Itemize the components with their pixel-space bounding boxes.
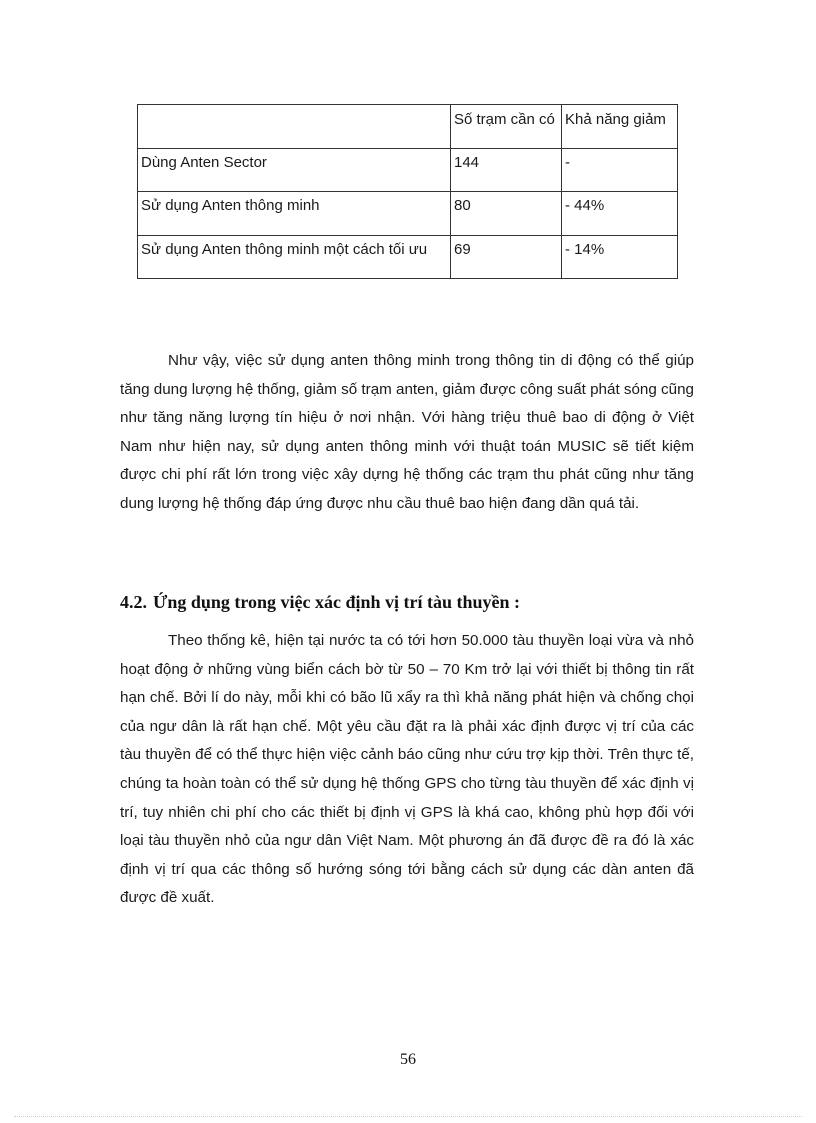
body-paragraph: Như vậy, việc sử dụng anten thông minh trong thông tin di động có thể giúp tăng dung lượng hệ thống, giảm số trạm anten, giảm được công suất phát sóng cũng như tăng năng lượng tín hiệu ở nơi nhận. Với hàng triệu thuê bao di động ở Việt Nam như hiện nay, sử dụng anten thông minh với thuật toán MUSIC sẽ tiết kiệm được chi phí rất lớn trong việc xây dựng hệ thống các trạm thu phát cũng như tăng dung lượng hệ thống đáp ứng được nhu cầu thuê bao hiện đang dần quá tải. [120,352,694,512]
table-cell: - 14% [562,236,678,279]
table-cell: - 44% [562,192,678,236]
page-number: 56 [400,1051,416,1068]
table-cell: Sử dụng Anten thông minh một cách tối ưu [138,236,451,279]
page-divider [14,1116,802,1117]
table-cell: 144 [451,149,562,192]
table-header-row [138,105,678,149]
table-row [138,192,678,236]
table-header-cell [138,105,451,149]
table-row [138,149,678,192]
table-row [138,236,678,279]
table-cell: Dùng Anten Sector [138,149,451,192]
table-header-cell: Số trạm cần có [451,105,562,149]
table-cell: Sử dụng Anten thông minh [138,192,451,236]
section-title: Ứng dụng trong việc xác định vị trí tàu thuyền : [153,592,521,612]
table-cell: - [562,149,678,192]
table-header-cell: Khả năng giảm [562,105,678,149]
body-paragraph: Theo thống kê, hiện tại nước ta có tới hơn 50.000 tàu thuyền loại vừa và nhỏ hoạt động ở những vùng biển cách bờ từ 50 – 70 Km trở lại với thiết bị thông tin rất hạn chế. Bởi lí do này, mỗi khi có bão lũ xẩy ra thì khả năng phát hiện và chống chọi của ngư dân là rất hạn chế. Một yêu cầu đặt ra là phải xác định được vị trí của các tàu thuyền để có thể thực hiện việc cảnh báo cũng như cứu trợ kịp thời. Trên thực tế, chúng ta hoàn toàn có thể sử dụng hệ thống GPS cho từng tàu thuyền để xác định vị trí, tuy nhiên chi phí cho các thiết bị định vị GPS là khá cao, không phù hợp đối với loại tàu thuyền nhỏ của ngư dân Việt Nam. Một phương án đã được đề ra đó là xác định vị trí qua các thông số hướng sóng tới bằng cách sử dụng các dàn anten đã được đề xuất. [120,632,694,907]
section-number: 4.2. [120,592,147,612]
comparison-table [137,104,678,279]
section-heading [120,592,520,613]
table-cell: 69 [451,236,562,279]
table-cell: 80 [451,192,562,236]
